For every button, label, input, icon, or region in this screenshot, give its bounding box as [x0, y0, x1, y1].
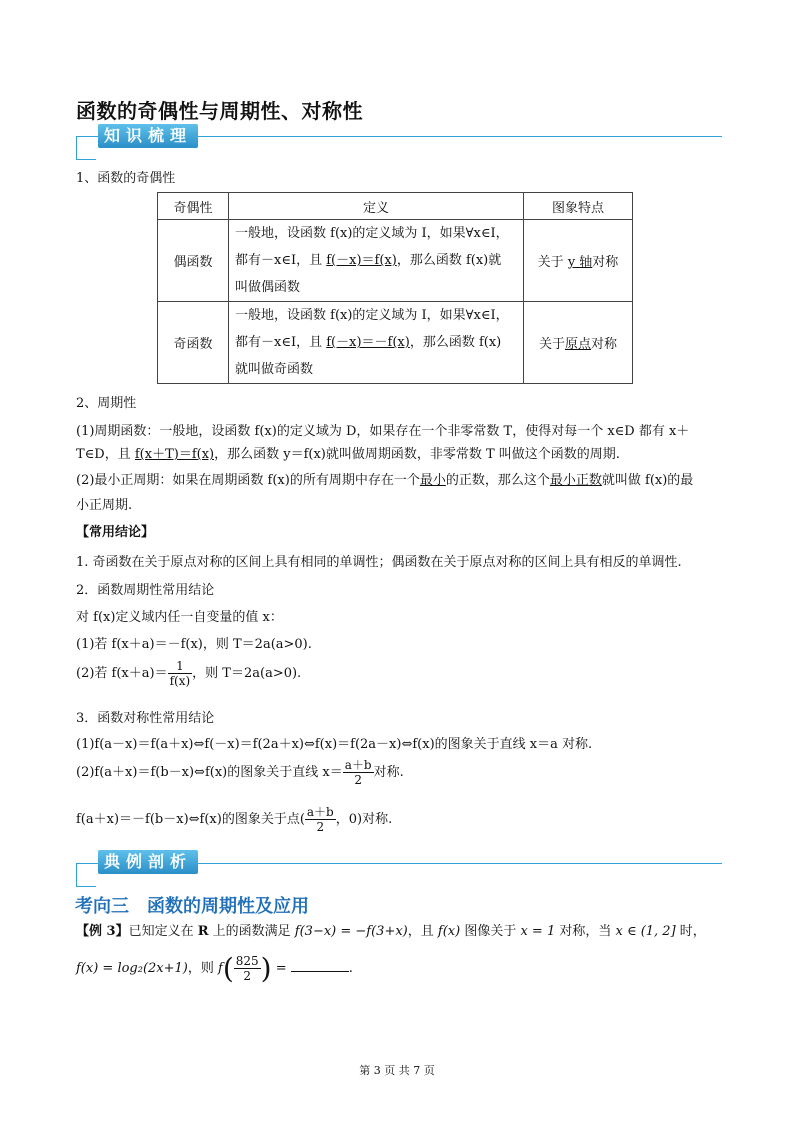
text: 的正数，那么这个 [445, 473, 550, 488]
text: T∈D，且 [76, 447, 135, 462]
fraction-numerator: a＋b [306, 805, 334, 819]
def-line: 一般地，设函数 f(x)的定义域为 I，如果∀x∈I， [235, 308, 509, 323]
row-name: 偶函数 [158, 220, 229, 302]
conclusion-2-1: (1)若 f(x＋a)＝－f(x)，则 T＝2a(a>0). [76, 637, 312, 652]
s2-heading: 2、周期性 [76, 396, 137, 411]
text: 时， [675, 924, 706, 939]
table-header-row [158, 193, 633, 220]
text: . [348, 961, 353, 976]
def-line: 就叫做奇函数 [235, 362, 314, 377]
page-footer: 第 3 页 共 7 页 [359, 1064, 435, 1077]
text: (2)最小正周期：如果在周期函数 f(x)的所有周期中存在一个 [76, 473, 420, 488]
s2-p2-line2: 小正周期. [76, 498, 133, 513]
s1-heading: 1、函数的奇偶性 [76, 171, 176, 186]
def-text: ，那么函数 f(x) [409, 335, 502, 350]
key-formula: f(x＋T)＝f(x) [134, 447, 215, 462]
fraction [305, 805, 336, 834]
text: 对称，当 [555, 924, 616, 939]
math-formula: f(3−x) = −f(3+x) [294, 924, 408, 939]
fraction-denominator: 2 [316, 820, 325, 834]
row-feature [524, 302, 633, 384]
def-line: 一般地，设函数 f(x)的定义域为 I，如果∀x∈I， [235, 226, 509, 241]
text: ，则 [187, 961, 219, 976]
math-formula: f [218, 961, 223, 976]
conclusion-3-3 [76, 805, 724, 834]
table-row [158, 302, 633, 384]
row-definition [229, 302, 524, 384]
example-heading: 考向三 函数的周期性及应用 [75, 896, 309, 917]
s2-p2-line1 [76, 469, 724, 488]
text: ，0)对称. [335, 812, 393, 827]
right-paren: ) [260, 952, 272, 985]
row-definition [229, 220, 524, 302]
s2-p1-line1: (1)周期函数：一般地，设函数 f(x)的定义域为 D，如果存在一个非零常数 T，使得对每一个 x∈D 都有 x＋ [76, 424, 690, 439]
left-paren: ( [222, 952, 234, 985]
example-line-2 [76, 952, 724, 985]
conclusion-3-1: (1)f(a－x)＝f(a＋x)⇔f(－x)＝f(2a＋x)⇔f(x)＝f(2a－x)⇔f(x)的图象关于直线 x＝a 对称. [76, 737, 593, 752]
def-text: ，那么函数 f(x)就 [396, 253, 502, 268]
section-rule-vertical [76, 863, 77, 887]
feat-key: y 轴 [567, 255, 593, 270]
text: 就叫做 f(x)的最 [601, 473, 694, 488]
text: f(a＋x)＝－f(b－x)⇔f(x)的图象关于点( [76, 812, 305, 827]
text: 已知定义在 [128, 924, 198, 939]
s2-p1-line2 [76, 443, 724, 462]
def-key-formula: f(－x)＝f(x) [326, 253, 397, 268]
conclusions-heading: 【常用结论】 [76, 525, 155, 540]
table-header: 定义 [229, 193, 524, 220]
feat-key: 原点 [564, 337, 591, 352]
fraction-denominator: f(x) [169, 674, 191, 688]
conclusion-1: 1. 奇函数在关于原点对称的区间上具有相同的单调性；偶函数在关于原点对称的区间上具有相反的单调性. [76, 555, 682, 570]
page-title: 函数的奇偶性与周期性、对称性 [76, 99, 363, 123]
fraction [234, 954, 261, 983]
text: (2)若 f(x＋a)＝ [76, 666, 168, 681]
section-rule-foot [76, 159, 96, 160]
fraction [343, 758, 374, 787]
feat-text: 关于 [537, 255, 568, 270]
section-badge-examples: 典例剖析 [98, 850, 198, 874]
key-term: 最小正数 [549, 473, 602, 488]
text: ，则 T＝2a(a>0). [192, 666, 302, 681]
table-header: 图象特点 [524, 193, 633, 220]
math-formula: x = 1 [520, 924, 556, 939]
math-set: R [197, 924, 209, 939]
conclusion-3: 3．函数对称性常用结论 [76, 711, 215, 726]
conclusion-3-2 [76, 758, 724, 787]
table-header: 奇偶性 [158, 193, 229, 220]
section-rule-foot [76, 886, 96, 887]
table-row [158, 220, 633, 302]
def-text: 都有－x∈I，且 [235, 253, 327, 268]
def-line [235, 329, 517, 356]
text: ，且 [407, 924, 438, 939]
math-formula: f(x) = log₂(2x+1) [76, 961, 188, 976]
conclusion-2: 2．函数周期性常用结论 [76, 583, 215, 598]
row-name: 奇函数 [158, 302, 229, 384]
def-text: 都有－x∈I，且 [235, 335, 327, 350]
conclusion-2-intro: 对 f(x)定义域内任一自变量的值 x： [76, 610, 283, 625]
math-formula: f(x) [437, 924, 461, 939]
text: = [271, 961, 291, 976]
feat-text: 关于 [538, 337, 565, 352]
conclusion-2-2 [76, 659, 724, 688]
example-label: 【例 3】 [76, 924, 129, 939]
answer-blank[interactable] [291, 971, 349, 972]
key-term: 最小 [419, 473, 446, 488]
def-line: 叫做偶函数 [235, 280, 301, 295]
def-line [235, 247, 517, 274]
text: (2)f(a＋x)＝f(b－x)⇔f(x)的图象关于直线 x＝ [76, 765, 343, 780]
example-line-1 [76, 920, 724, 939]
fraction-denominator: 2 [354, 773, 362, 787]
fraction [168, 659, 193, 688]
math-formula: x ∈ (1, 2] [615, 924, 676, 939]
fraction-numerator: 825 [235, 954, 259, 968]
fraction-numerator: 1 [168, 659, 193, 674]
text: 上的函数满足 [208, 924, 295, 939]
text: 对称. [373, 765, 404, 780]
row-feature [524, 220, 633, 302]
parity-table [157, 192, 633, 384]
feat-text: 对称 [591, 337, 618, 352]
fraction-numerator: a＋b [344, 758, 372, 772]
text: ，那么函数 y＝f(x)就叫做周期函数，非零常数 T 叫做这个函数的周期. [214, 447, 620, 462]
fraction-denominator: 2 [243, 969, 252, 983]
section-rule-vertical [76, 136, 77, 160]
feat-text: 对称 [592, 255, 619, 270]
text: 图像关于 [460, 924, 521, 939]
def-key-formula: f(－x)＝－f(x) [326, 335, 410, 350]
section-badge-knowledge: 知识梳理 [98, 124, 198, 148]
